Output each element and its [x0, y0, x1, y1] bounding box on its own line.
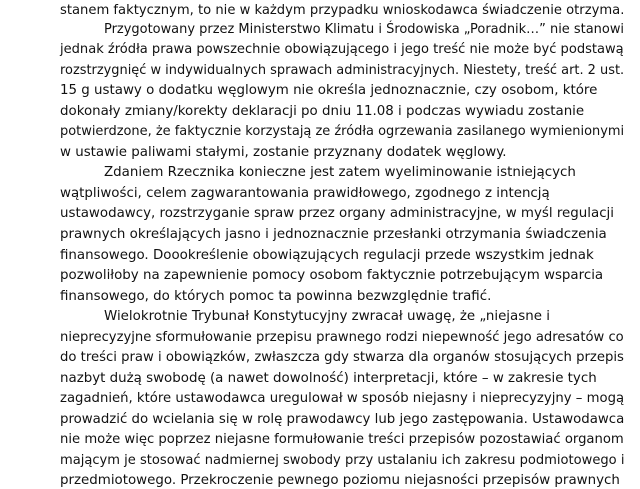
- text-line: stanem faktycznym, to nie w każdym przypadku wnioskodawca świadczenie otrzyma.: [60, 3, 625, 18]
- text-line: finansowego. Doookreślenie obowiązujących regulacji przede wszystkim jednak: [60, 248, 594, 263]
- text-line: prowadzić do wcielania się w rolę prawodawcy lub jego zastępowania. Ustawodawca: [60, 412, 625, 427]
- text-line: prawnych określających jasno i jednoznacznie przesłanki otrzymania świadczenia: [60, 227, 607, 242]
- text-line: do treści praw i obowiązków, zwłaszcza gdy stwarza dla organów stosujących przepis: [60, 350, 624, 365]
- text-line: mającym je stosować nadmiernej swobody przy ustalaniu ich zakresu podmiotowego i: [60, 453, 625, 468]
- text-line: rozstrzygnięć w indywidualnych sprawach administracyjnych. Niestety, treść art. 2 ust.: [60, 63, 625, 78]
- text-line: wątpliwości, celem zagwarantowania prawidłowego, zgodnego z intencją: [60, 186, 550, 201]
- text-line: pozwoliłoby na zapewnienie pomocy osobom faktycznie potrzebującym wsparcia: [60, 268, 604, 283]
- text-line: nazbyt dużą swobodę (a nawet dowolność) interpretacji, które – w zakresie tych: [60, 371, 597, 386]
- text-line: potwierdzone, że faktycznie korzystają ze źródła ogrzewania zasilanego wymienionymi: [60, 124, 625, 139]
- text-line: w ustawie paliwami stałymi, zostanie przyznany dodatek węglowy.: [60, 145, 507, 160]
- text-line: jednak źródła prawa powszechnie obowiązującego i jego treść nie może być podstawą: [60, 42, 624, 57]
- text-line: Wielokrotnie Trybunał Konstytucyjny zwracał uwagę, że „niejasne i: [104, 309, 550, 324]
- text-line: 15 g ustawy o dodatku węglowym nie określa jednoznacznie, czy osobom, które: [60, 83, 598, 98]
- text-line: przedmiotowego. Przekroczenie pewnego poziomu niejasności przepisów prawnych: [60, 473, 620, 488]
- text-line: nie może więc poprzez niejasne formułowanie treści przepisów pozostawiać organom: [60, 432, 624, 447]
- text-line: nieprecyzyjne sformułowanie przepisu prawnego rodzi niepewność jego adresatów co: [60, 330, 624, 345]
- text-line: dokonały zmiany/korekty deklaracji po dniu 11.08 i podczas wywiadu zostanie: [60, 104, 585, 119]
- text-line: finansowego, do których pomoc ta powinna bezwzględnie trafić.: [60, 289, 492, 304]
- text-line: zagadnień, które ustawodawca uregulował w sposób niejasny i nieprecyzyjny – mogą: [60, 391, 625, 406]
- text-line: ustawodawcy, rozstrzyganie spraw przez organy administracyjne, w myśl regulacji: [60, 206, 614, 221]
- text-line: Zdaniem Rzecznika konieczne jest zatem wyeliminowanie istniejących: [104, 165, 576, 180]
- text-line: Przygotowany przez Ministerstwo Klimatu i Środowiska „Poradnik…” nie stanowi: [104, 22, 625, 37]
